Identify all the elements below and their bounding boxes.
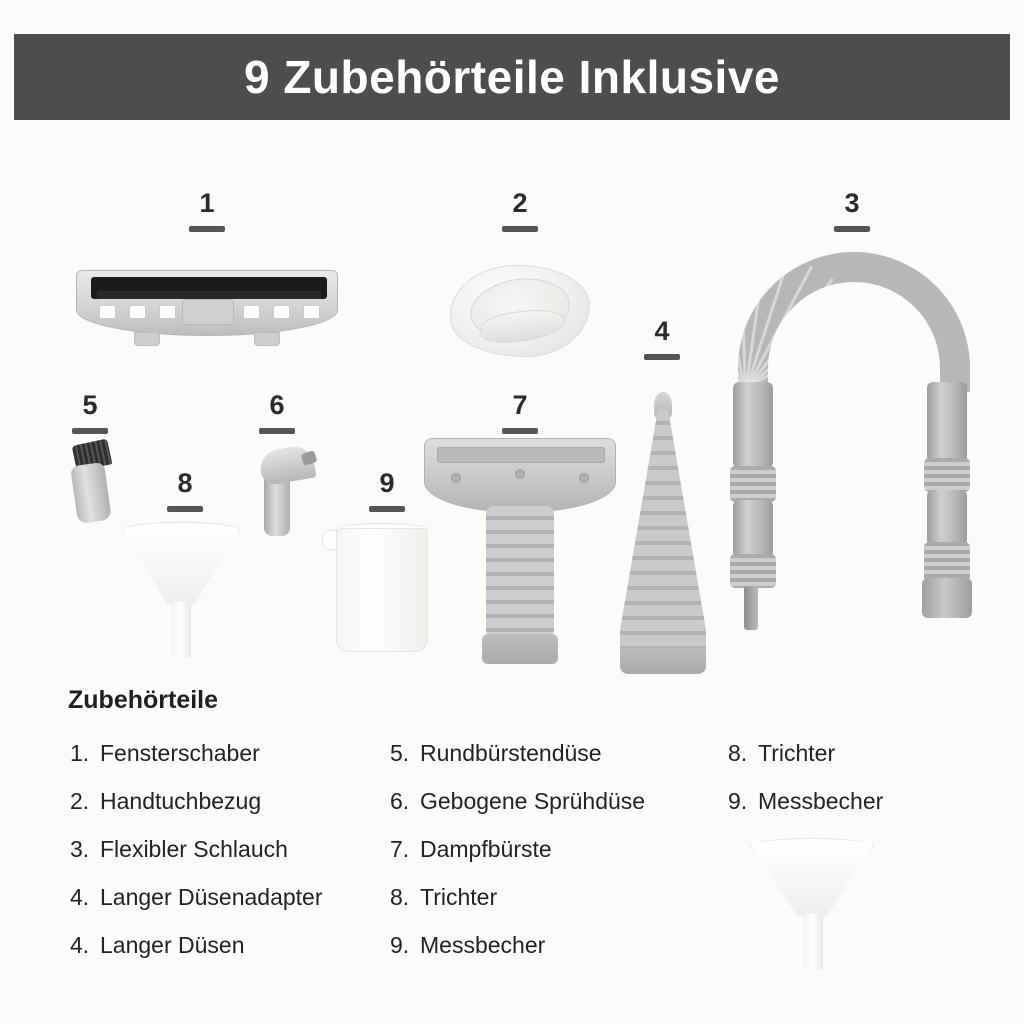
callout-number: 2 <box>512 188 528 218</box>
part-image-measuring-cup <box>336 528 446 660</box>
page-title: 9 Zubehörteile Inklusive <box>243 51 781 103</box>
squeegee-center-clip <box>182 299 234 325</box>
callout-underline <box>369 506 405 512</box>
hose-left-ribs-lower <box>730 554 776 588</box>
list-item <box>70 932 390 959</box>
list-item-label: Trichter <box>420 884 498 910</box>
callout-number: 5 <box>82 390 98 420</box>
callout-9 <box>365 470 409 512</box>
callout-number: 3 <box>844 188 860 218</box>
callout-5 <box>68 392 112 434</box>
callout-6 <box>255 392 299 434</box>
list-item <box>728 740 978 767</box>
steam-brush-bellows-neck <box>486 506 554 638</box>
accessories-column-1 <box>70 740 390 980</box>
list-item-number: 2. <box>70 788 90 814</box>
part-image-flexible-hose <box>730 252 982 652</box>
callout-number: 6 <box>269 390 285 420</box>
callout-underline <box>189 226 225 232</box>
list-item-label: Langer Düsenadapter <box>100 884 323 910</box>
steam-brush-connector-foot <box>482 634 558 664</box>
measuring-cup-body <box>336 528 428 652</box>
list-item <box>390 932 720 959</box>
squeegee-slot <box>243 305 260 319</box>
callout-underline <box>259 428 295 434</box>
hose-left-ribs <box>730 466 776 502</box>
accessories-list-title: Zubehörteile <box>68 686 219 714</box>
hose-left-barrel <box>733 500 773 558</box>
list-item-number: 6. <box>390 788 410 814</box>
list-item-number: 9. <box>728 788 748 814</box>
callout-1 <box>185 190 229 232</box>
hose-right-ribs-lower <box>924 542 970 582</box>
funnel-stem <box>171 602 191 658</box>
list-item-number: 5. <box>390 740 410 766</box>
list-item-number: 1. <box>70 740 90 766</box>
callout-7 <box>498 392 542 434</box>
squeegee-slot <box>129 305 146 319</box>
header-banner <box>14 34 1010 120</box>
part-image-funnel <box>122 528 242 664</box>
brush-body <box>70 462 112 524</box>
squeegee-slot <box>303 305 320 319</box>
squeegee-slot <box>159 305 176 319</box>
hose-right-connector <box>927 382 967 462</box>
list-item-number: 8. <box>728 740 748 766</box>
callout-underline <box>502 428 538 434</box>
part-image-bent-spray-nozzle <box>250 440 320 536</box>
callout-underline <box>72 428 108 434</box>
steam-brush-head <box>424 438 616 512</box>
nozzle-base <box>620 648 706 674</box>
list-item <box>390 740 720 767</box>
list-item <box>70 884 390 911</box>
list-item <box>390 788 720 815</box>
bent-nozzle-outlet <box>300 450 317 466</box>
list-item <box>70 836 390 863</box>
list-item-label: Langer Düsen <box>100 932 245 958</box>
accessories-column-3 <box>728 740 978 836</box>
bent-nozzle-head <box>257 444 316 487</box>
list-item-number: 3. <box>70 836 90 862</box>
footer-funnel-image <box>742 832 882 992</box>
squeegee-foot <box>134 332 160 346</box>
callout-underline <box>834 226 870 232</box>
nozzle-cone-body <box>620 410 706 660</box>
hose-right-ribs <box>924 458 970 492</box>
hose-left-connector <box>733 382 773 468</box>
list-item <box>70 740 390 767</box>
part-image-steam-brush <box>424 438 620 670</box>
hose-right-cuff <box>922 578 972 618</box>
callout-number: 7 <box>512 390 528 420</box>
callout-number: 4 <box>654 316 670 346</box>
funnel-cone <box>750 842 874 916</box>
part-image-towel-cover <box>450 265 592 361</box>
list-item-number: 8. <box>390 884 410 910</box>
list-item <box>390 884 720 911</box>
hose-right-barrel <box>927 490 967 546</box>
callout-underline <box>644 354 680 360</box>
part-image-long-nozzle-adapter <box>620 410 710 678</box>
squeegee-body <box>76 270 338 336</box>
list-item-label: Trichter <box>758 740 836 766</box>
funnel-stem <box>803 914 823 970</box>
list-item-number: 9. <box>390 932 410 958</box>
accessories-column-2 <box>390 740 720 980</box>
steam-brush-screw <box>515 469 525 479</box>
callout-underline <box>167 506 203 512</box>
callout-number: 8 <box>177 468 193 498</box>
callout-2 <box>498 190 542 232</box>
hose-left-tip <box>744 586 758 630</box>
callout-4 <box>640 318 684 360</box>
list-item-number: 4. <box>70 932 90 958</box>
list-item-label: Messbecher <box>420 932 546 958</box>
part-image-window-squeegee <box>76 252 342 352</box>
list-item-label: Rundbürstendüse <box>420 740 602 766</box>
hose-ribs <box>738 252 970 392</box>
callout-number: 1 <box>199 188 215 218</box>
squeegee-rubber-blade <box>91 277 327 299</box>
steam-brush-strip <box>437 447 605 463</box>
steam-brush-screw <box>451 473 461 483</box>
squeegee-foot <box>254 332 280 346</box>
callout-8 <box>163 470 207 512</box>
list-item-number: 7. <box>390 836 410 862</box>
list-item <box>390 836 720 863</box>
list-item <box>70 788 390 815</box>
callout-3 <box>830 190 874 232</box>
funnel-cone <box>122 528 240 604</box>
list-item-label: Gebogene Sprühdüse <box>420 788 646 814</box>
callout-number: 9 <box>379 468 395 498</box>
list-item-label: Handtuchbezug <box>100 788 262 814</box>
list-item-label: Fensterschaber <box>100 740 260 766</box>
callout-underline <box>502 226 538 232</box>
part-image-round-brush-nozzle <box>66 442 120 530</box>
steam-brush-screw <box>579 473 589 483</box>
squeegee-slot <box>273 305 290 319</box>
list-item <box>728 788 978 815</box>
list-item-label: Flexibler Schlauch <box>100 836 288 862</box>
list-item-number: 4. <box>70 884 90 910</box>
list-item-label: Dampfbürste <box>420 836 552 862</box>
squeegee-slot <box>99 305 116 319</box>
list-item-label: Messbecher <box>758 788 884 814</box>
